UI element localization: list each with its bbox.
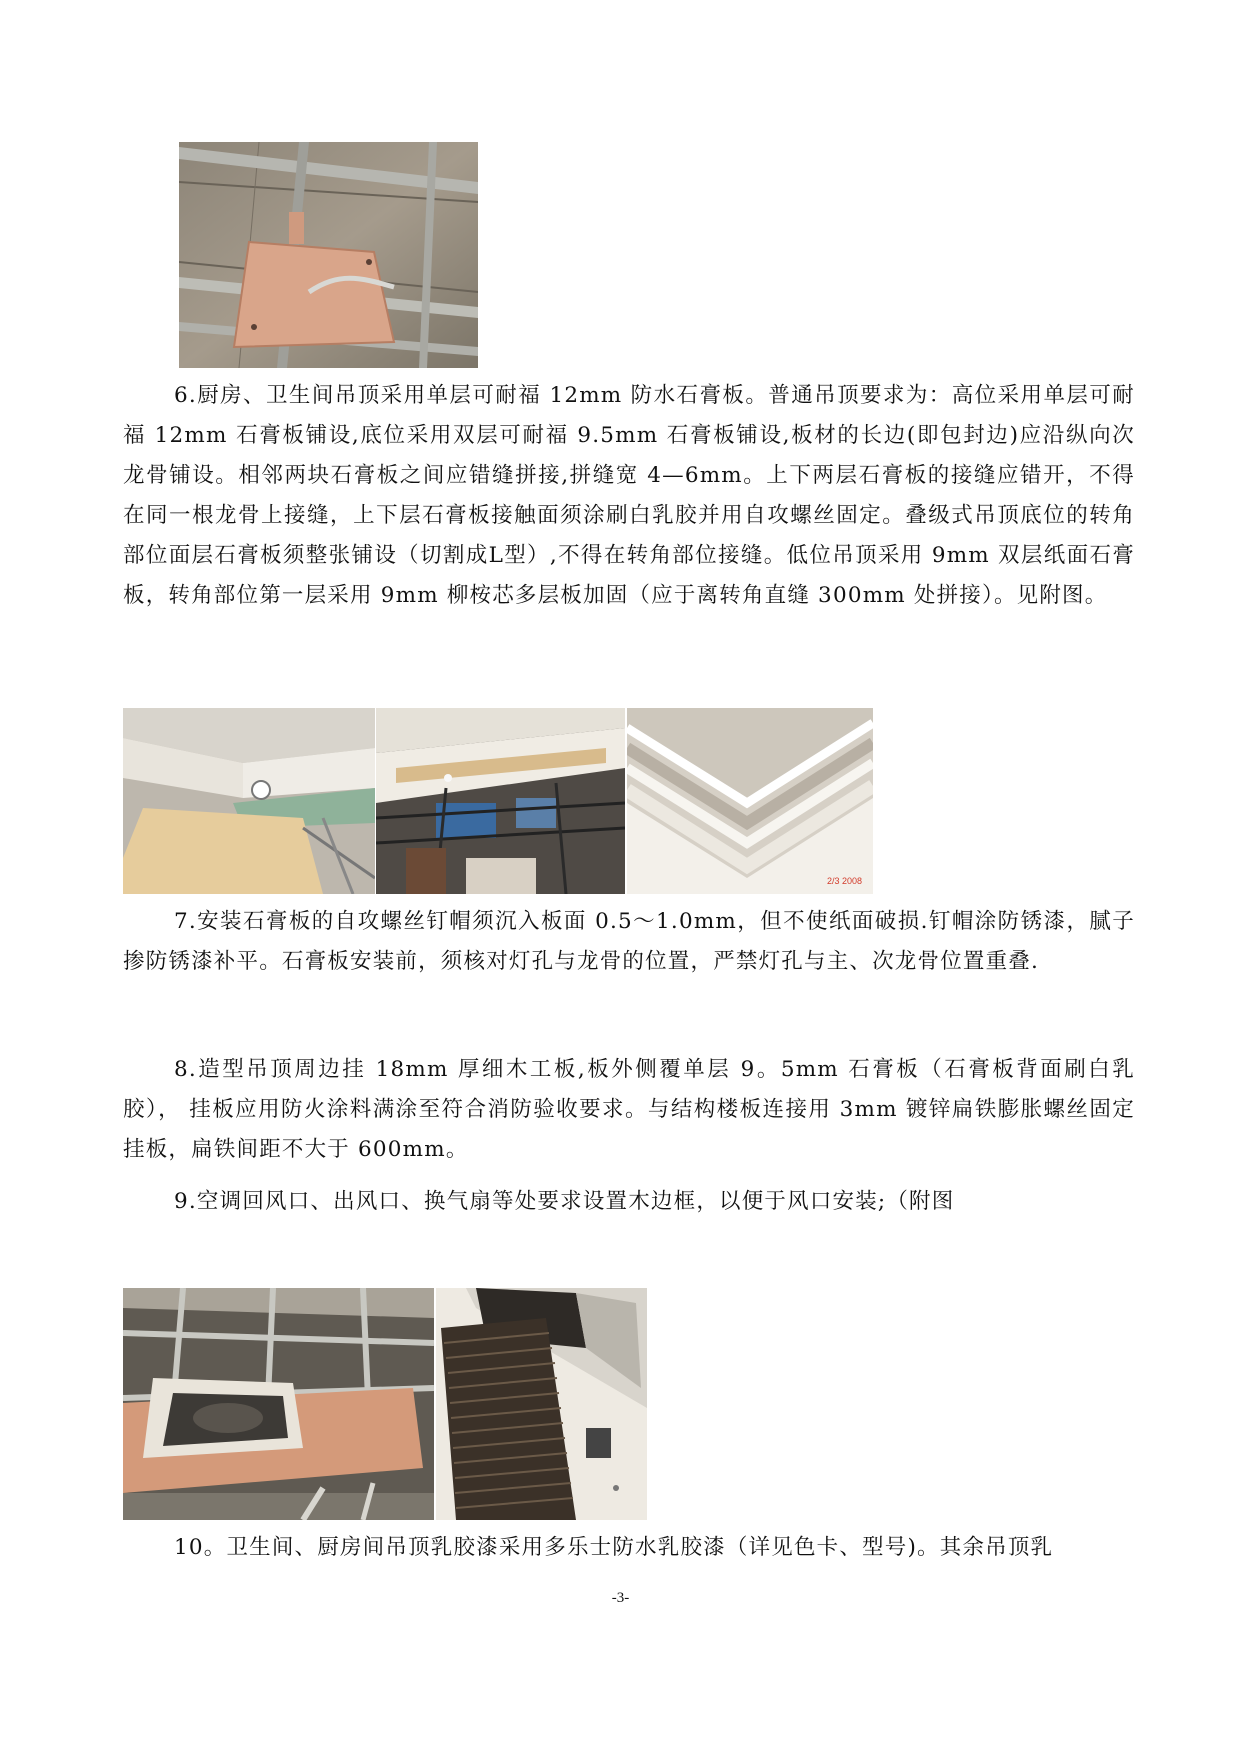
photo-ceiling-frame-construction: [376, 708, 625, 894]
photo-ceiling-plywood-box: [179, 142, 478, 368]
photo-air-vent-grille-image: [436, 1288, 647, 1520]
photo-finished-cornice-ceiling-image: [627, 708, 873, 894]
paragraph-8: 8.造型吊顶周边挂 18mm 厚细木工板,板外侧覆单层 9。5mm 石膏板（石膏板背面刷白乳胶）， 挂板应用防火涂料满涂至符合消防验收要求。与结构楼板连接用 3mm 镀锌扁铁膨胀螺丝固定挂板，扁铁间距不大于 600mm。: [123, 1057, 1135, 1162]
photo-drop-ceiling-corner-image: [123, 708, 375, 894]
page-number: -3-: [611, 1590, 630, 1606]
photo-finished-cornice-ceiling: [627, 708, 873, 894]
photo-return-air-vent-frame: [123, 1288, 434, 1520]
photo-drop-ceiling-corner: [123, 708, 375, 894]
paragraph-7: 7.安装石膏板的自攻螺丝钉帽须沉入板面 0.5～1.0mm，但不使纸面破损.钉帽涂防锈漆，腻子掺防锈漆补平。石膏板安装前，须核对灯孔与龙骨的位置，严禁灯孔与主、次龙骨位置重叠.: [123, 909, 1135, 974]
photo-air-vent-grille: [436, 1288, 647, 1520]
paragraph-9: 9.空调回风口、出风口、换气扇等处要求设置木边框，以便于风口安装;（附图: [174, 1189, 955, 1214]
paragraph-10: 10。卫生间、厨房间吊顶乳胶漆采用多乐士防水乳胶漆（详见色卡、型号)。其余吊顶乳: [174, 1535, 1054, 1560]
paragraph-6: 6.厨房、卫生间吊顶采用单层可耐福 12mm 防水石膏板。普通吊顶要求为：高位采用单层可耐福 12mm 石膏板铺设,底位采用双层可耐福 9.5mm 石膏板铺设,板材的长边(即包封边)应沿纵向次龙骨铺设。相邻两块石膏板之间应错缝拼接,拼缝宽 4—6mm。上下两层石膏板的接缝应错开，不得在同一根龙骨上接缝，上下层石膏板接触面须涂刷白乳胶并用自攻螺丝固定。叠级式吊顶底位的转角部位面层石膏板须整张铺设（切割成L型）,不得在转角部位接缝。低位吊顶采用 9mm 双层纸面石膏板，转角部位第一层采用 9mm 柳桉芯多层板加固（应于离转角直缝 300mm 处拼接）。见附图。: [123, 383, 1135, 608]
photo-ceiling-plywood-box-image: [179, 142, 478, 368]
photo-date-stamp: 2/3 2008: [827, 876, 863, 886]
photo-ceiling-frame-construction-image: [376, 708, 625, 894]
photo-return-air-vent-frame-image: [123, 1288, 434, 1520]
